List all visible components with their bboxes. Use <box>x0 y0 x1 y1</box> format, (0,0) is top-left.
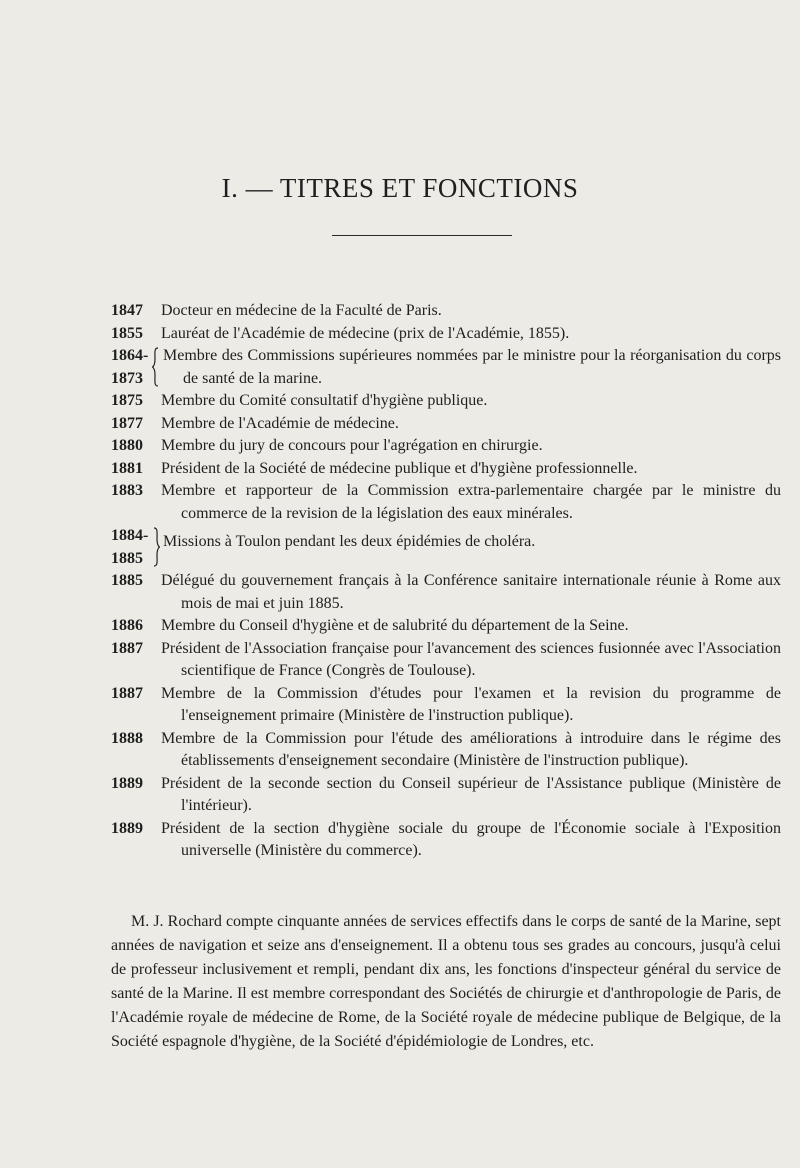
entry-text: Membre du Conseil d'hygiène et de salubrité du département de la Seine. <box>161 617 629 634</box>
entry-year: 1875 <box>111 392 143 409</box>
entry-text: Président de la Société de médecine publique et d'hygiène professionnelle. <box>161 459 638 477</box>
entry-text: Membre des Commissions supérieures nommées par le ministre pour la réorganisation du corps de santé de la marine. <box>163 347 781 387</box>
entry-year: 1887 <box>111 639 143 657</box>
entry-text: Membre du Comité consultatif d'hygiène publique. <box>161 392 488 409</box>
entry-year: 1886 <box>111 617 143 634</box>
entry-1855 <box>111 323 781 346</box>
entry-1864-1873 <box>111 345 781 390</box>
entry-year-start: 1884- <box>111 527 149 544</box>
entry-year-start: 1864- <box>111 347 149 364</box>
entry-1887-a <box>111 638 781 683</box>
page-title: I. — TITRES ET FONCTIONS <box>221 173 579 203</box>
entry-year-end: 1873 <box>111 369 143 387</box>
title-rule <box>332 235 512 236</box>
entry-text: Docteur en médecine de la Faculté de Paris. <box>161 302 442 319</box>
entry-1877 <box>111 413 781 436</box>
entry-text: Président de la section d'hygiène sociale du groupe de l'Économie sociale à l'Exposition universelle (Ministère du commerce). <box>161 819 781 859</box>
entry-text: Lauréat de l'Académie de médecine (prix de l'Académie, 1855). <box>161 324 570 342</box>
entry-year: 1887 <box>111 684 143 702</box>
summary-paragraph: M. J. Rochard compte cinquante années de services effectifs dans le corps de santé de la Marine, sept années de navigation et seize ans d'enseignement. Il a obtenu tous ses grades au concours, jusqu'à celui de professeur inclusivement et rempli, pendant dix ans, les fonctions d'inspecteur général du service de santé de la Marine. Il est membre correspondant des Sociétés de chirurgie et d'anthropologie de Paris, de l'Académie royale de médecine de Rome, de la Société royale de médecine publique de Belgique, de la Société espagnole d'hygiène, de la Société d'épidémiologie de Londres, etc. <box>111 913 781 1050</box>
entry-1888 <box>111 728 781 773</box>
entry-year: 1885 <box>111 572 143 589</box>
entry-text: Président de l'Association française pour l'avancement des sciences fusionnée avec l'Association scientifique de France (Congrès de Toulouse). <box>161 639 781 679</box>
entry-text: Membre du jury de concours pour l'agrégation en chirurgie. <box>161 437 543 454</box>
entry-year: 1855 <box>111 324 143 342</box>
entry-text: Membre de la Commission pour l'étude des améliorations à introduire dans le régime des établissements d'enseignement secondaire (Ministère de l'instruction publique). <box>161 729 781 769</box>
entry-1847 <box>111 300 781 323</box>
entry-year: 1880 <box>111 437 143 454</box>
brace-icon <box>152 527 160 567</box>
entry-1880 <box>111 435 781 458</box>
entry-year: 1847 <box>111 302 143 319</box>
entry-year-end: 1885 <box>111 549 143 567</box>
entry-text: Délégué du gouvernement français à la Conférence sanitaire internationale réunie à Rome aux mois de mai et juin 1885. <box>161 572 781 612</box>
entry-text: Président de la seconde section du Conseil supérieur de l'Assistance publique (Ministère de l'intérieur). <box>161 774 781 814</box>
entry-year: 1883 <box>111 482 143 499</box>
entry-1889-b <box>111 818 781 863</box>
entry-text: Membre de la Commission d'études pour l'examen et la revision du programme de l'enseignement primaire (Ministère de l'instruction publique). <box>161 684 781 724</box>
entry-1889-a <box>111 773 781 818</box>
entry-1881 <box>111 458 781 481</box>
entry-year-range <box>111 345 155 390</box>
entry-1883 <box>111 480 781 525</box>
entry-1886 <box>111 615 781 638</box>
entry-year: 1877 <box>111 414 143 432</box>
entry-1887-b <box>111 683 781 728</box>
entry-year: 1888 <box>111 729 143 747</box>
entry-1885 <box>111 570 781 615</box>
entry-text: Missions à Toulon pendant les deux épidémies de choléra. <box>163 533 536 550</box>
entry-1875 <box>111 390 781 413</box>
entry-year-range <box>111 525 155 570</box>
entry-text: Membre de l'Académie de médecine. <box>161 414 399 432</box>
entry-year: 1889 <box>111 819 143 837</box>
entries-list <box>111 300 781 863</box>
entry-text: Membre et rapporteur de la Commission extra-parlementaire chargée par le ministre du commerce de la revision de la législation des eaux minérales. <box>161 482 781 522</box>
brace-icon <box>152 347 160 387</box>
entry-year: 1889 <box>111 774 143 792</box>
entry-1884-1885 <box>111 525 781 570</box>
entry-year: 1881 <box>111 459 143 477</box>
